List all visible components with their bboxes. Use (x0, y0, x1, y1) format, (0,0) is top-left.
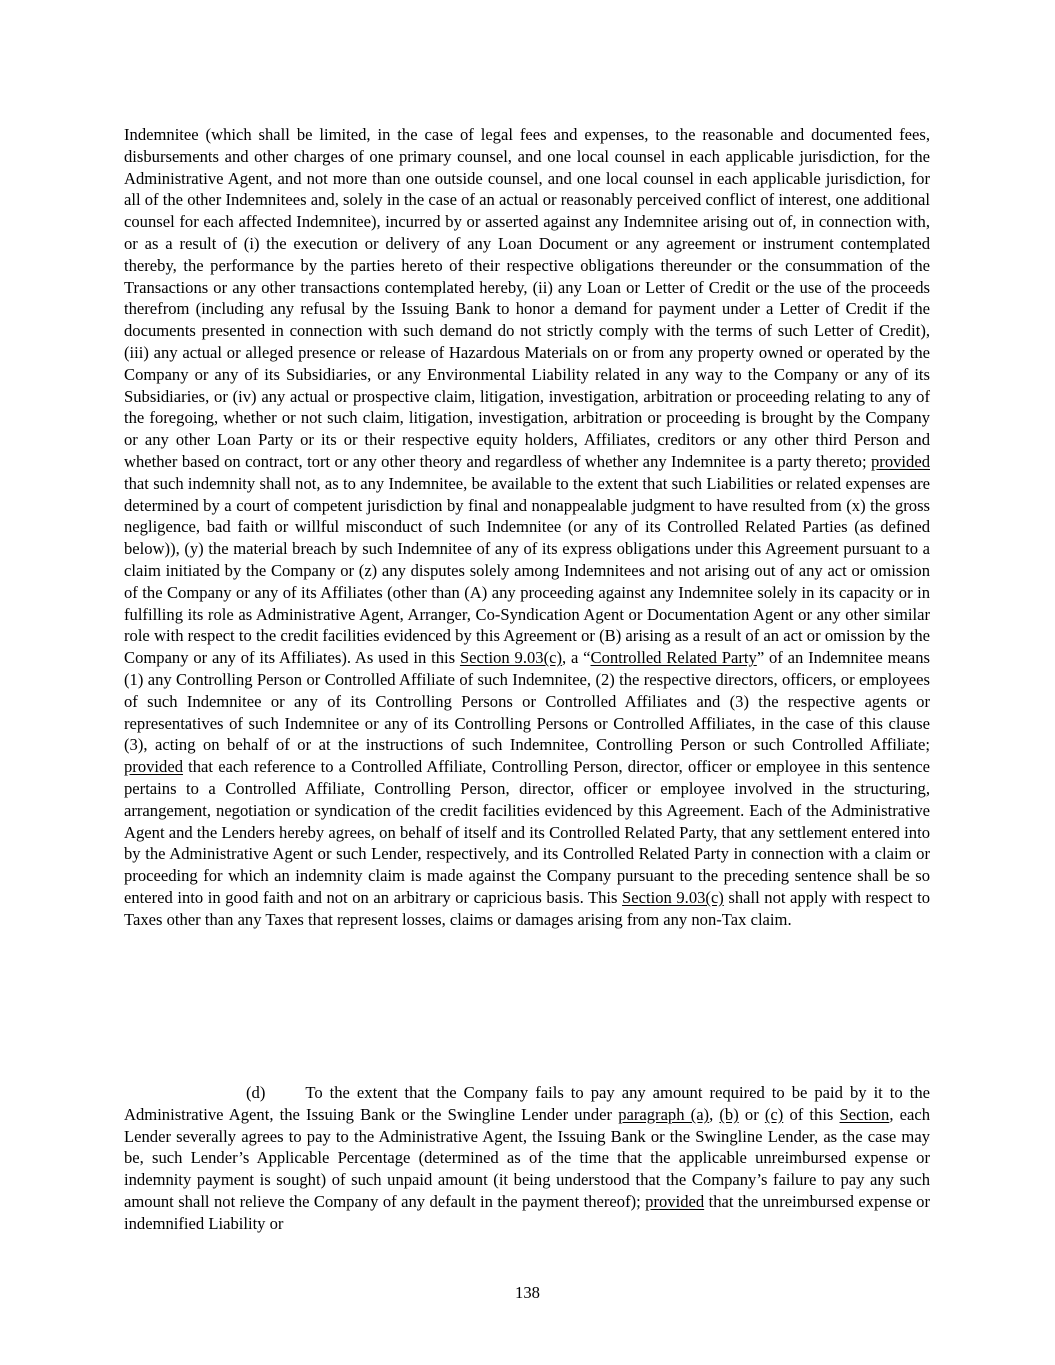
text-run: , each Lender severally agrees to pay to the Administrative Agent, the Issuing Bank or the Swingline Lender, as the case may be, such Lender’s Applicable Percentage (determined as of the time that the applicable unreimbursed expense or indemnity payment is sought) of such unpaid amount (it being understood that the Company’s failure to pay any such amount shall not relieve the Company of any default in the payment thereof); (124, 1104, 930, 1211)
page-number: 138 (515, 1283, 540, 1302)
text-run: ” of an Indemnitee means (1) any Controlling Person or Controlled Affiliate of such Indemnitee, (2) the respective directors, officers, or employees of such Indemnitee or any of its Controlling Persons or Controlled Affiliates and (3) the respective agents or representatives of such Indemnitee or any of its Controlling Persons or Controlled Affiliates, in the case of this clause (3), acting on behalf of or at the instructions of such Indemnitee, Controlling Person or such Controlled Affiliate; (124, 648, 930, 755)
section-reference: Section (839, 1104, 890, 1124)
text-run: shall not apply with respect to Taxes other than any Taxes that represent losses, claims or damages arising from any non-Tax claim. (124, 887, 930, 929)
text-run: , a “ (561, 648, 591, 668)
paragraph-reference: (c) (764, 1104, 784, 1124)
text-run: or (738, 1104, 765, 1124)
text-run: that the unreimbursed expense or indemnified Liability or (124, 1191, 930, 1233)
text-run: that such indemnity shall not, as to any Indemnitee, be available to the extent that such Liabilities or related expenses are determined by a court of competent jurisdiction by final and nonappealable judgment to have resulted from (x) the gross negligence, bad faith or willful misconduct of such Indemnitee (or any of its Controlled Related Parties (as defined below)), (y) the material breach by such Indemnitee of any of its express obligations under this Agreement pursuant to a claim initiated by the Company or (z) any disputes solely among Indemnitees and not arising out of any act or omission of the Company or any of its Affiliates (other than (A) any proceeding against any Indemnitee solely in its capacity or in fulfilling its role as Administrative Agent, Arranger, Co-Syndication Agent or Documentation Agent or any other similar role with respect to the credit facilities evidenced by this Agreement or (B) arising as a result of an act or omission by the Company or any of its Affiliates). As used in this (124, 473, 930, 668)
text-run: To the extent that the Company fails to pay any amount required to be paid by it to the Administrative Agent, the Issuing Bank or the Swingline Lender under (124, 1083, 930, 1124)
section-reference: Section 9.03(c) (459, 648, 562, 668)
underlined-term-provided: provided (124, 757, 183, 777)
paragraph-label: (d) (246, 1083, 266, 1102)
underlined-term-provided: provided (645, 1191, 705, 1211)
text-run: , (709, 1104, 720, 1124)
paragraph-reference: paragraph (a) (618, 1104, 710, 1124)
defined-term: Controlled Related Party (590, 648, 757, 668)
section-reference: Section 9.03(c) (622, 887, 724, 907)
paragraph-continued (124, 124, 930, 930)
text-run: that each reference to a Controlled Affiliate, Controlling Person, director, officer or employee in this sentence pertains to a Controlled Affiliate, Controlling Person, director, officer or employee involved in the structuring, arrangement, negotiation or syndication of the credit facilities evidenced by this Agreement. Each of the Administrative Agent and the Lenders hereby agrees, on behalf of itself and its Controlled Related Party, that any settlement entered into by the Administrative Agent or such Lender, respectively, and its Controlled Related Party in connection with a claim or proceeding for which an indemnity claim is made against the Company pursuant to the preceding sentence shall be so entered into in good faith and not on an arbitrary or capricious basis. This (124, 757, 930, 907)
paragraph-d (124, 1082, 930, 1235)
text-run: of this (783, 1104, 840, 1124)
paragraph-reference: (b) (719, 1104, 739, 1124)
underlined-term-provided: provided (871, 451, 930, 471)
text-run: Indemnitee (which shall be limited, in the case of legal fees and expenses, to the reasonable and documented fees, disbursements and other charges of one primary counsel, and one local counsel in each applicable jurisdiction, for the Administrative Agent, and not more than one outside counsel, and one local counsel in each applicable jurisdiction, for all of the other Indemnitees and, solely in the case of an actual or reasonably perceived conflict of interest, one additional counsel for each affected Indemnitee), incurred by or asserted against any Indemnitee arising out of, in connection with, or as a result of (i) the execution or delivery of any Loan Document or any agreement or instrument contemplated thereby, the performance by the parties hereto of their respective obligations thereunder or the consummation of the Transactions or any other transactions contemplated hereby, (ii) any Loan or Letter of Credit or the use of the proceeds therefrom (including any refusal by the Issuing Bank to honor a demand for payment under a Letter of Credit if the documents presented in connection with such demand do not strictly comply with the terms of such Letter of Credit), (iii) any actual or alleged presence or release of Hazardous Materials on or from any property owned or operated by the Company or any of its Subsidiaries, or any Environmental Liability related in any way to the Company or any of its Subsidiaries, or (iv) any actual or prospective claim, litigation, investigation, arbitration or proceeding relating to any of the foregoing, whether or not such claim, litigation, investigation, arbitration or proceeding is brought by the Company or any other Loan Party or its or their respective equity holders, Affiliates, creditors or any other third Person and whether based on contract, tort or any other theory and regardless of whether any Indemnitee is a party thereto; (124, 125, 930, 471)
